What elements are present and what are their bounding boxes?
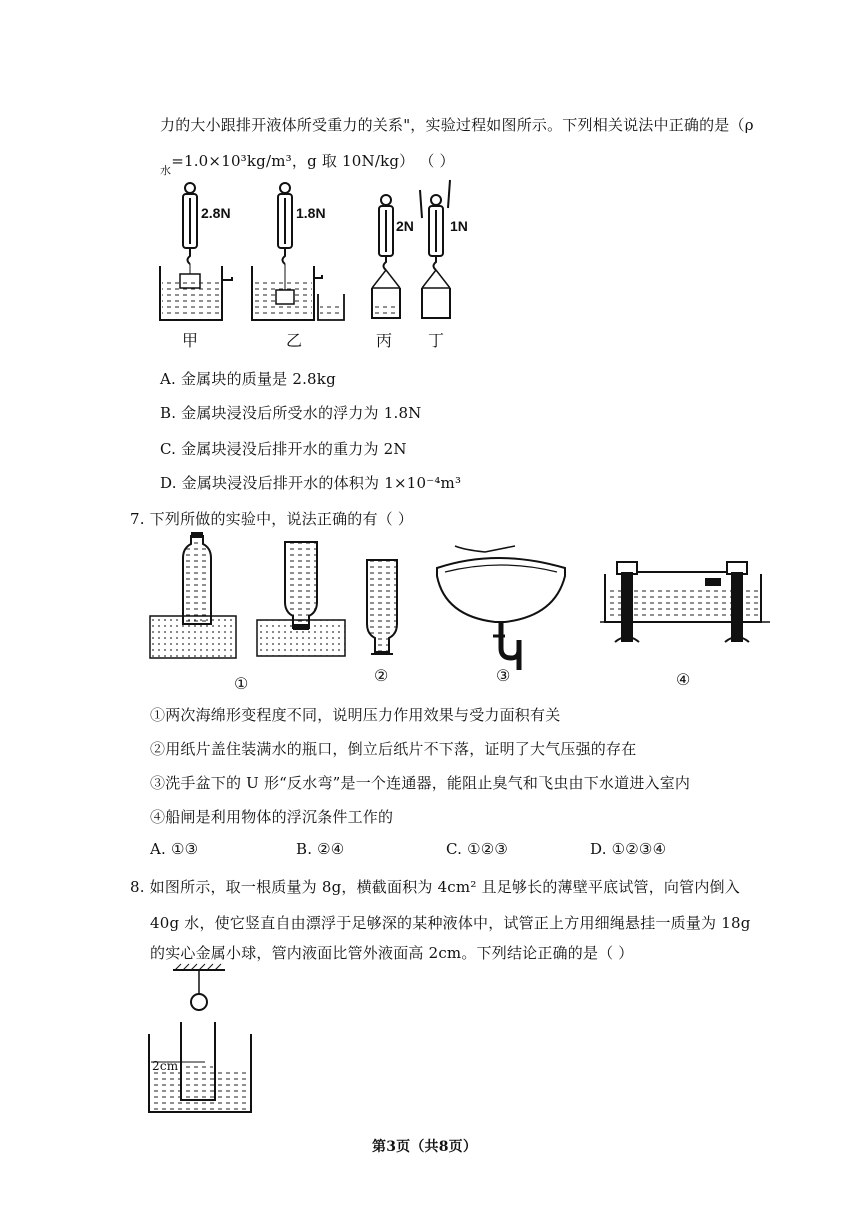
label-bing: 丙 [376, 331, 393, 350]
bottle-upright [150, 532, 236, 658]
q7-statement-3: ③洗手盆下的 U 形“反水弯”是一个连通器，能阻止臭气和飞虫由下水道进入室内 [150, 774, 691, 792]
q7-fig-label-1: ① [234, 674, 249, 693]
spring-scale-ding [420, 180, 450, 318]
spring-scale-bing [372, 195, 400, 318]
reading-ding: 1N [450, 218, 468, 234]
reading-jia: 2.8N [201, 205, 231, 221]
ship-lock [600, 562, 770, 642]
q7-choice-c: C. ①②③ [446, 840, 509, 858]
q7-fig-label-4: ④ [676, 670, 691, 689]
q7-fig-label-3: ③ [496, 666, 511, 685]
q7-figure [145, 528, 785, 678]
bottle-inverted [257, 542, 345, 656]
q6-stem-line2 [160, 150, 455, 177]
spring-scale-yi [252, 183, 344, 320]
washbasin [437, 546, 565, 670]
q7-choice-d: D. ①②③④ [590, 840, 667, 858]
q7-fig-label-2: ② [374, 666, 389, 685]
q7-stem: 7. 下列所做的实验中，说法正确的有（ ） [130, 510, 414, 528]
q6-option-d: D. 金属块浸没后排开水的体积为 1×10⁻⁴m³ [160, 474, 462, 492]
q6-option-b: B. 金属块浸没后所受水的浮力为 1.8N [160, 404, 422, 422]
q7-statement-1: ①两次海绵形变程度不同，说明压力作用效果与受力面积有关 [150, 706, 561, 724]
q8-figure [145, 962, 265, 1122]
spring-scale-jia [160, 183, 232, 320]
q6-option-c: C. 金属块浸没后排开水的重力为 2N [160, 440, 407, 458]
page-footer: 第3页（共8页） [372, 1139, 478, 1155]
q8-stem-line2: 40g 水，使它竖直自由漂浮于足够深的某种液体中，试管正上方用细绳悬挂一质量为 18g [150, 914, 751, 932]
q6-stem-line2-text: =1.0×10³kg/m³，g 取 10N/kg） （ ） [171, 152, 455, 170]
label-yi: 乙 [286, 331, 303, 350]
q6-option-a: A. 金属块的质量是 2.8kg [160, 370, 336, 388]
q8-height-label: 2cm [152, 1059, 179, 1073]
q6-stem-line1: 力的大小跟排开液体所受重力的关系"，实验过程如图所示。下列相关说法中正确的是（ρ [160, 116, 754, 134]
q8-stem-line1: 8. 如图所示，取一根质量为 8g，横截面积为 4cm² 且足够长的薄壁平底试管，向管内倒入 [130, 878, 740, 896]
q7-choice-b: B. ②④ [296, 840, 345, 858]
label-ding: 丁 [428, 331, 445, 350]
label-jia: 甲 [182, 331, 199, 350]
reading-yi: 1.8N [296, 205, 326, 221]
q7-statement-4: ④船闸是利用物体的浮沉条件工作的 [150, 808, 394, 826]
rho-subscript: 水 [160, 164, 172, 177]
q7-choice-a: A. ①③ [150, 840, 199, 858]
q8-stem-line3: 的实心金属小球，管内液面比管外液面高 2cm。下列结论正确的是（ ） [150, 944, 634, 962]
reading-bing: 2N [396, 218, 414, 234]
q7-statement-2: ②用纸片盖住装满水的瓶口，倒立后纸片不下落，证明了大气压强的存在 [150, 740, 637, 758]
bottle-paper [367, 560, 397, 654]
